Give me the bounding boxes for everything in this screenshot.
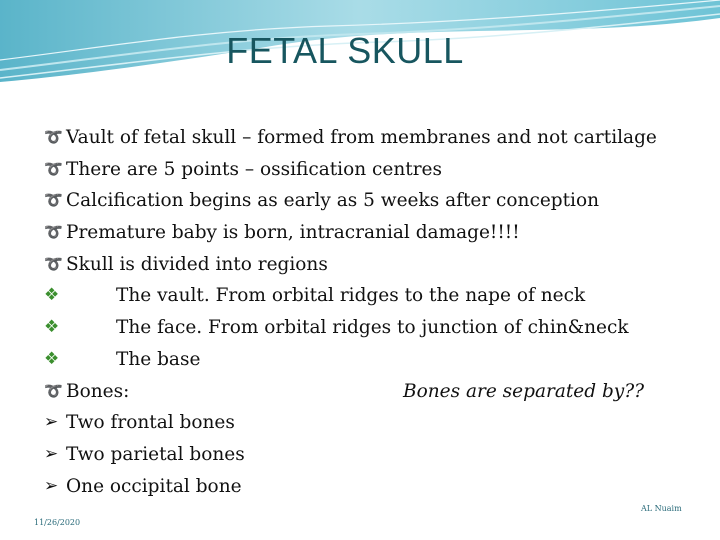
diamond-bullet-icon: ❖ <box>44 317 60 338</box>
bullet-item <box>44 122 704 154</box>
bullet-text: The face. From orbital ridges to junction of chin&neck <box>116 317 629 339</box>
sub-bullet-item <box>44 280 704 312</box>
bullet-text: Calcification begins as early as 5 weeks after conception <box>66 190 600 212</box>
bullet-text: The base <box>116 348 201 370</box>
swirl-bullet-icon: ➰ <box>44 381 63 400</box>
arrow-bullet-item <box>44 471 704 503</box>
bullet-text: Two parietal bones <box>66 443 245 465</box>
arrow-bullet-item <box>44 407 704 439</box>
swirl-bullet-icon: ➰ <box>44 191 63 210</box>
arrow-bullet-icon: ➢ <box>44 412 59 433</box>
bullet-item <box>44 185 704 217</box>
bullet-text: One occipital bone <box>66 475 242 497</box>
diamond-bullet-icon: ❖ <box>44 285 60 306</box>
bullet-text: Premature baby is born, intracranial damage!!!! <box>66 222 520 244</box>
bullet-item <box>44 249 704 281</box>
slide-content <box>44 122 704 502</box>
arrow-bullet-icon: ➢ <box>44 475 59 496</box>
slide-title: FETAL SKULL <box>226 30 464 71</box>
bullet-text: The vault. From orbital ridges to the nape of neck <box>116 285 586 307</box>
bullet-item <box>44 154 704 186</box>
arrow-bullet-icon: ➢ <box>44 443 59 464</box>
swirl-bullet-icon: ➰ <box>44 223 63 242</box>
bullet-text: Bones: <box>66 380 130 402</box>
bullet-text: Vault of fetal skull – formed from membranes and not cartilage <box>66 127 657 148</box>
bullet-text: Skull is divided into regions <box>66 253 328 275</box>
bullet-text: Two frontal bones <box>66 412 235 434</box>
sub-bullet-item <box>44 312 704 344</box>
sub-bullet-item <box>44 344 704 376</box>
swirl-bullet-icon: ➰ <box>44 254 63 273</box>
diamond-bullet-icon: ❖ <box>44 348 60 369</box>
footer-date: 11/26/2020 <box>34 518 81 527</box>
bullet-text: There are 5 points – ossification centres <box>66 158 442 180</box>
bullet-item <box>44 217 704 249</box>
footer-author: AL Nuaim <box>641 504 682 513</box>
swirl-bullet-icon: ➰ <box>44 128 63 146</box>
side-note: Bones are separated by?? <box>403 380 645 402</box>
bullet-item <box>44 376 704 408</box>
swirl-bullet-icon: ➰ <box>44 159 63 178</box>
arrow-bullet-item <box>44 439 704 471</box>
